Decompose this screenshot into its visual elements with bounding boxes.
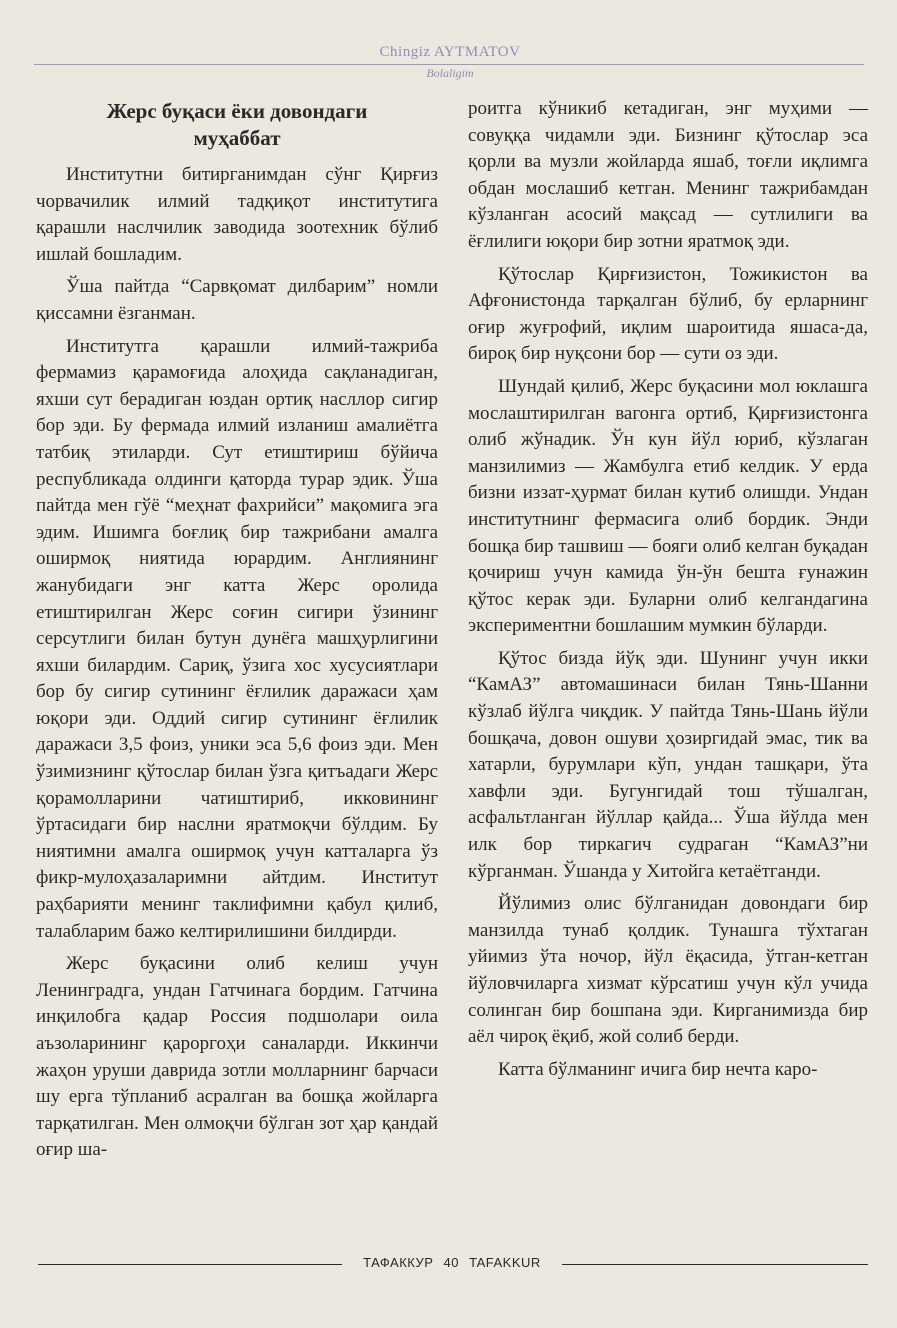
footer-rule-left xyxy=(38,1264,342,1265)
paragraph: Институтни битирганимдан сўнг Қирғиз чорвачилик илмий тадқиқот институтига қарашли наслчилик заводида зоотехник бўлиб ишлай бошладим. xyxy=(36,164,438,265)
header-book-title: Bolaligim xyxy=(426,66,474,80)
paragraph-continuation: роитга кўникиб кетадиган, энг муҳими — совуққа чидамли эди. Бизнинг қўтослар эса қорли ва музли жойларда яшаб, тоғли иқлимга обдан мослашиб кетган. Менинг тажрибамдан кўзланган асосий мақсад — сутлилиги ва ёғлилиги юқори бир зотни яратмоқ эди. xyxy=(468,98,868,252)
paragraph: Жерс буқасини олиб келиш учун Ленинградга, ундан Гатчинага бордим. Гатчина инқилобга қадар Россия подшолари оила аъзоларининг қароргоҳи саналарди. Иккинчи жаҳон уруши даврида зотли молларнинг барчаси шу ерга тўпланиб асралган ва бошқа жойларга тарқатилган. Мен олмоқчи бўлган зот ҳар қандай оғир ша- xyxy=(36,953,438,1161)
paragraph: Қўтос бизда йўқ эди. Шунинг учун икки “КамАЗ” автомашинаси билан Тянь-Шанни кўзлаб йўлга чиқдик. У пайтда Тянь-Шань йўли бошқача, довон ошуви ҳозиргидай эмас, тик ва хатарли, бурумлари кўп, ундан ташқари, ўта хавфли эди. Бугунгидай тош тўшалган, асфальтланган йўллар қайда... Ўша йўлда мен илк бор тиркагич судраган “КамАЗ”ни кўрганман. Ўшанда у Хитойга кетаётганди. xyxy=(468,647,868,882)
paragraph: Йўлимиз олис бўлганидан довондаги бир манзилда тунаб қолдик. Тунашга тўхтаган уйимиз ўта ночор, йўл ёқасида, ўтган-кетган йўловчиларга хизмат кўрсатиш учун кўл учида солинган бир бошпана эди. Кирганимизда бир аёл чироқ ёқиб, жой солиб берди. xyxy=(468,893,868,1048)
page-number: 40 xyxy=(443,1255,460,1270)
footer-text xyxy=(342,1255,562,1270)
footer-rule-right xyxy=(562,1264,868,1265)
paragraph: Қўтослар Қирғизистон, Тожикистон ва Афғонистонда тарқалган бўлиб, бу ерларнинг оғир жуғрофий, иқлим шароитида яшаса-да, бироқ бир нуқсони бор — сути оз эди. xyxy=(468,263,868,365)
right-column xyxy=(468,96,868,1089)
header-author: Chingiz AYTMATOV xyxy=(379,44,521,60)
footer-label-latin: TAFAKKUR xyxy=(469,1255,541,1270)
paragraph: Институтга қарашли илмий-тажриба фермамиз қарамоғида алоҳида сақланадиган, яхши сут берадиган юздан ортиқ насллор сигир бор эди. Бу фермада илмий изланиш амалиётга татбиқ этиларди. Сут етиштириш бўйича республикада олдинги қаторда турар эдик. Ўша пайтда мен гўё “меҳнат фахрийси” мақомига эга эдим. Ишимга боғлиқ бир тажрибани амалга оширмоқ ниятида юрардим. Англиянинг жанубидаги энг катта Жерс оролида етиштирилган Жерс соғин сигири ўзининг серсутлиги билан бутун дунёга машҳурлигини яхши билардим. Сариқ, ўзига хос хусусиятлари бор бу сигир сутининг ёғлилик даражаси ҳам юқори эди. Оддий сигир сутининг ёғлилик даражаси 3,5 фоиз, уники эса 5,6 фоиз эди. Мен ўзимизнинг қўтослар билан ўзга қитъадаги Жерс қорамолларини чатиштириб, икковининг ўртасидаги бир наслни яратмоқчи бўлдим. Бу ниятимни амалга оширмоқ учун катталарга ўз фикр-мулоҳазаларимни айтдим. Институт раҳбарияти менинг таклифимни қабул қилиб, талабларим бажо келтирилишини билдирди. xyxy=(36,335,438,942)
article-title: Жерс буқаси ёки довондаги муҳаббат xyxy=(106,99,368,150)
footer-label-cyrillic: ТАФАККУР xyxy=(363,1255,434,1270)
paragraph: Ўша пайтда “Сарвқомат дилбарим” номли қиссамни ёзганман. xyxy=(36,276,438,324)
left-column xyxy=(36,98,438,1170)
page-footer xyxy=(0,1254,897,1274)
running-header xyxy=(0,44,897,84)
header-rule xyxy=(34,64,864,65)
paragraph: Шундай қилиб, Жерс буқасини мол юклашга мослаштирилган вагонга ортиб, Қирғизистонга олиб жўнадик. Ўн кун йўл юриб, кўзлаган манзилимиз — Жамбулга етиб келдик. У ерда бизни иззат-ҳурмат билан кутиб олишди. Ундан институтнинг фермасига олиб бордик. Энди бошқа бир ташвиш — бояги олиб келган буқадан қочириш учун камида ўн-ўн бешта ғунажин қўтос керак эди. Буларни олиб келгандагина экспериментни бошлашим мумкин бўларди. xyxy=(468,375,868,637)
paragraph: Катта бўлманинг ичига бир нечта каро- xyxy=(498,1058,818,1080)
